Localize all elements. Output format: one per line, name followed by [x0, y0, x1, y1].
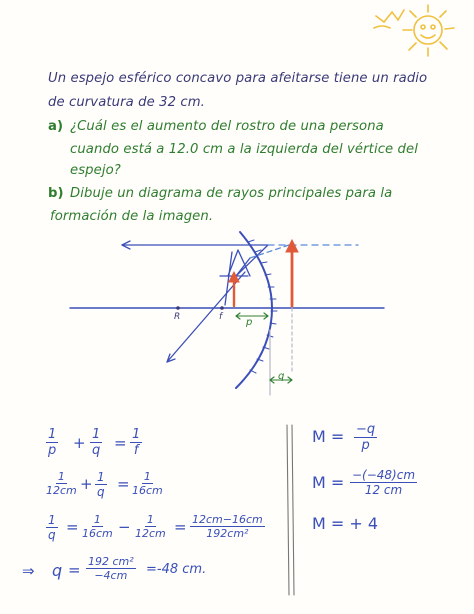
eq2-equals: =: [117, 475, 130, 493]
eq4-frac: $\frac{\text{192 cm²}}{-4cm}$: [88, 555, 134, 582]
eq3-equals-2: =: [174, 518, 187, 536]
eq1-equals: =: [114, 434, 127, 452]
mag-1-frac: $\frac{-q}{p}$: [356, 422, 376, 453]
label-R: R: [174, 312, 181, 322]
separator-line-2: [292, 425, 294, 595]
mag-2-frac: $\frac{-(-48)cm}{12 cm}$: [352, 468, 416, 497]
eq3-minus: −: [118, 518, 131, 536]
eq2-frac-1: $\frac{1}{12cm}$: [46, 470, 77, 497]
part-b-line-2: formación de la imagen.: [50, 209, 214, 224]
mag-1-lhs: M =: [312, 427, 345, 446]
label-p: p: [246, 317, 253, 328]
eq4-equals: =: [68, 561, 81, 579]
eq3-frac-3: $\frac{1}{12cm}$: [135, 513, 166, 540]
problem-line-1: Un espejo esférico concavo para afeitarse tiene un radio: [48, 71, 428, 86]
problem-line-2: de curvatura de 32 cm.: [48, 95, 205, 110]
eq1-frac-3: $\frac{1}{f}$: [132, 427, 141, 458]
part-a-label: a): [48, 119, 64, 134]
eq4-result: =-48 cm.: [146, 562, 207, 577]
label-q: q: [278, 371, 285, 382]
part-a-line-2: cuando está a 12.0 cm a la izquierda del vértice del: [70, 142, 419, 157]
eq3-frac-1: $\frac{1}{q}$: [48, 513, 56, 542]
implies-arrow-icon: ⇒: [22, 562, 35, 580]
part-b-label: b): [48, 186, 64, 201]
part-a-line-1: ¿Cuál es el aumento del rostro de una persona: [70, 119, 384, 134]
eq4-q: q: [52, 561, 63, 580]
eq3-frac-2: $\frac{1}{16cm}$: [82, 513, 113, 540]
eq3-frac-4: $\frac{12cm-16cm}{\text{192cm²}}$: [192, 513, 263, 540]
separator-line-1: [287, 425, 289, 595]
eq2-frac-3: $\frac{1}{16cm}$: [132, 470, 163, 497]
eq1-plus: +: [73, 434, 86, 452]
mag-result: M = + 4: [312, 514, 379, 533]
eq1-frac-1: $\frac{1}{p}$: [48, 427, 57, 458]
part-b-line-1: Dibuje un diagrama de rayos principales para la: [70, 186, 393, 201]
eq2-plus: +: [80, 475, 93, 493]
eq3-equals: =: [66, 518, 79, 536]
concave-mirror: [236, 232, 272, 388]
eq2-frac-2: $\frac{1}{q}$: [97, 470, 105, 499]
part-a-line-3: espejo?: [70, 163, 121, 178]
label-f: f: [219, 312, 223, 322]
eq1-frac-2: $\frac{1}{q}$: [92, 427, 101, 458]
mag-2-lhs: M =: [312, 473, 345, 492]
